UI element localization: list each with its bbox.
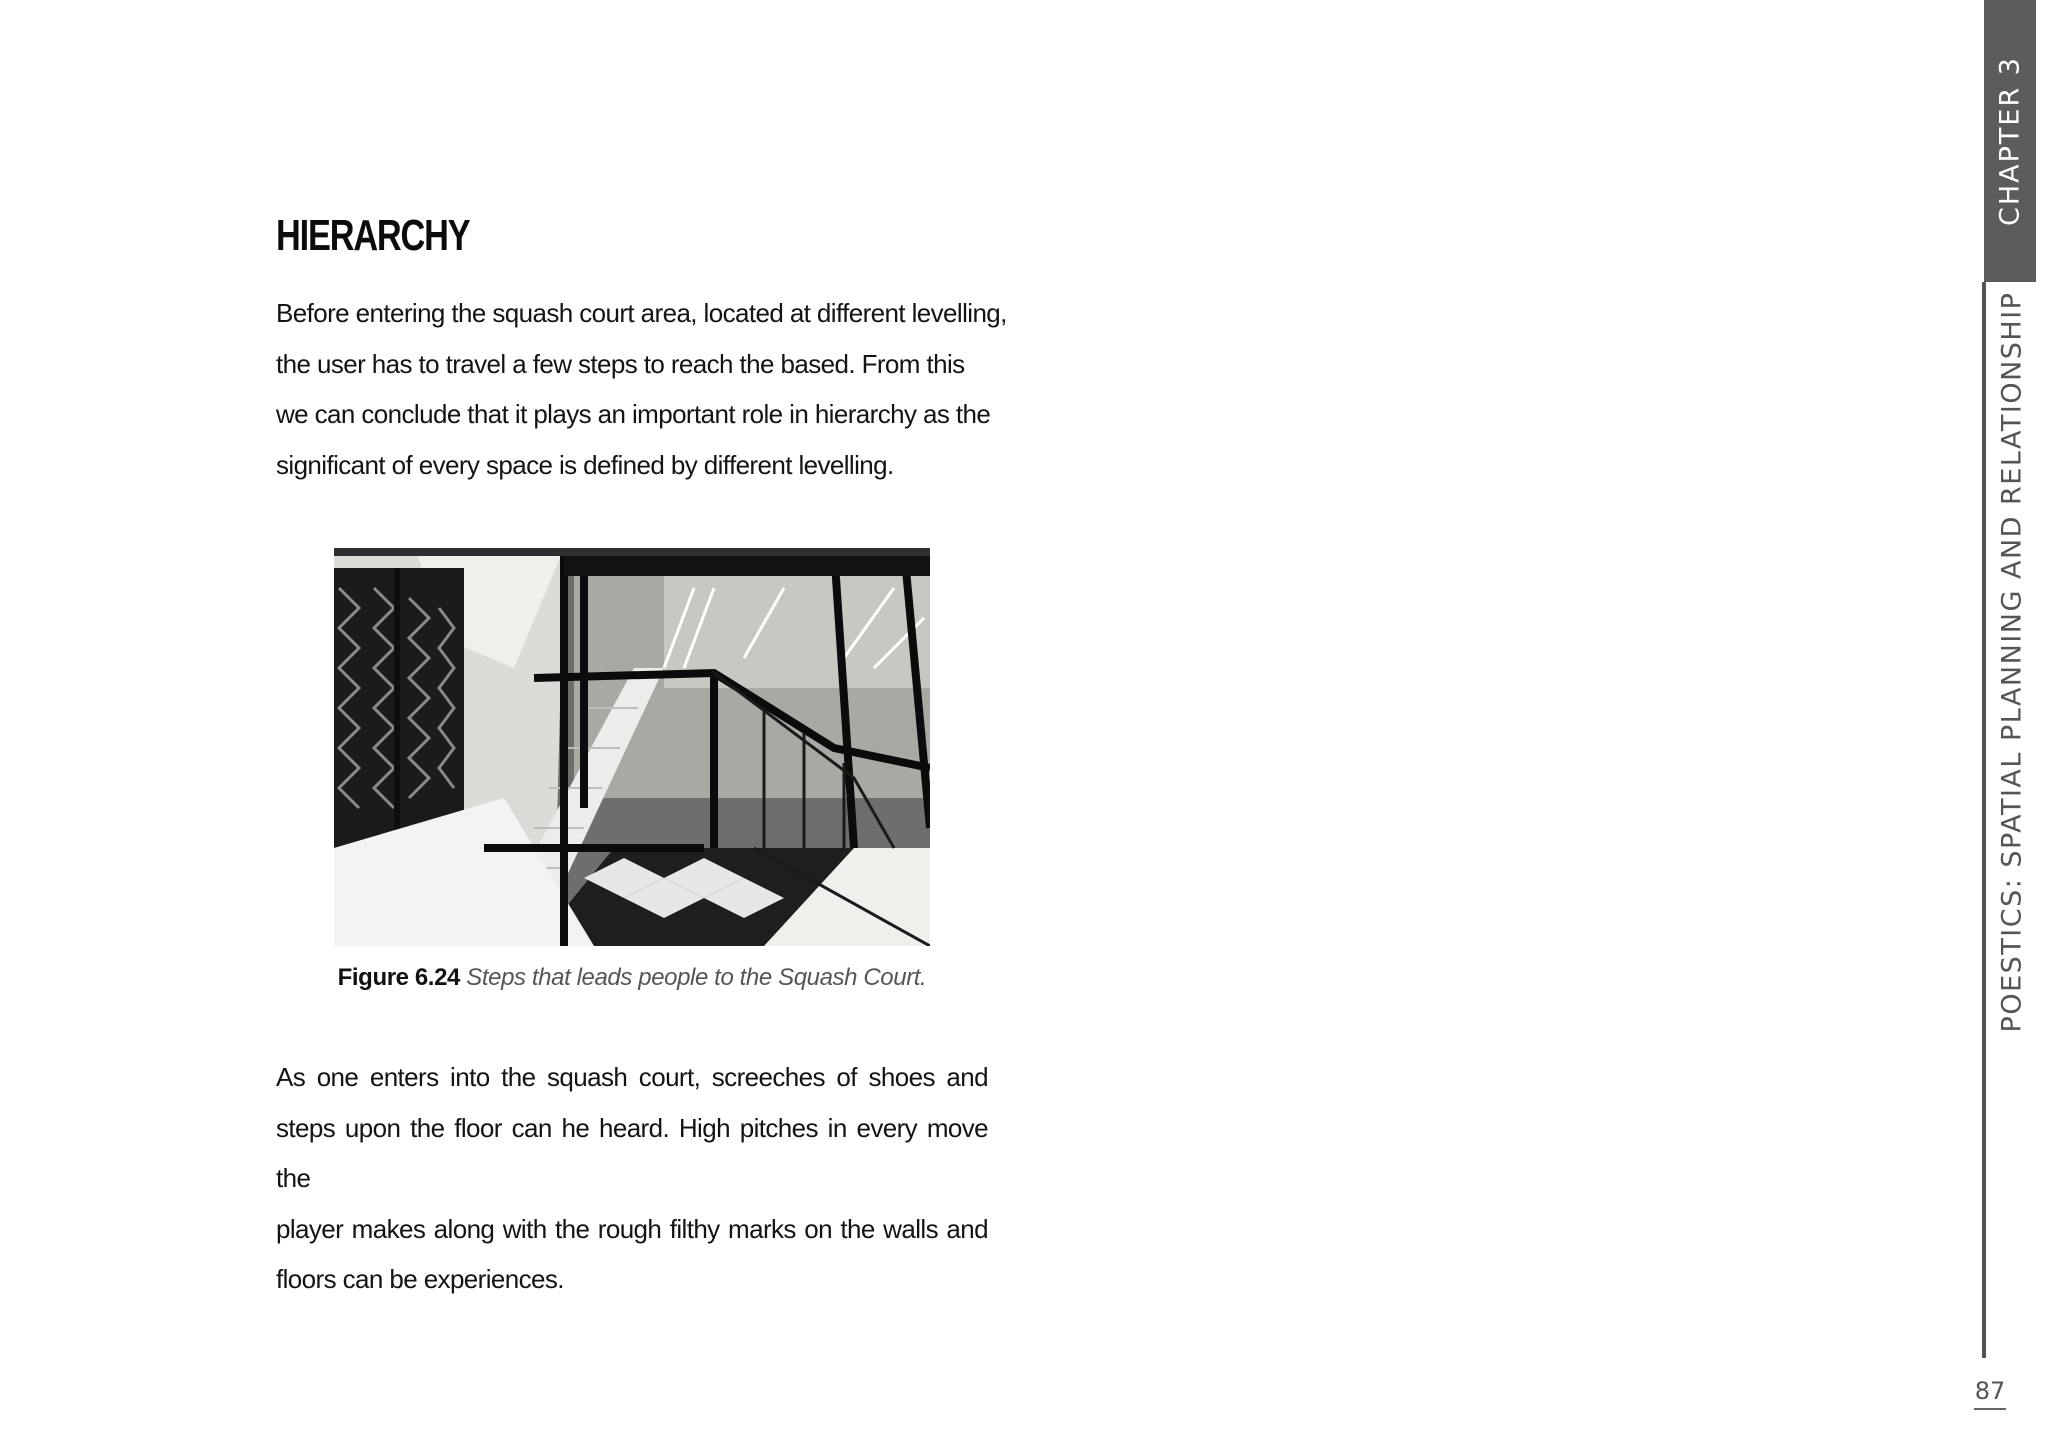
staircase-photo	[334, 548, 930, 946]
intro-paragraph	[276, 288, 1007, 490]
figure-caption	[276, 958, 988, 998]
paragraph-line: the user has to travel a few steps to reach the based. From this	[276, 348, 965, 379]
paragraph-line: player makes along with the rough filthy marks on the walls and	[276, 1213, 988, 1244]
paragraph-line: Before entering the squash court area, located at different levelling,	[276, 298, 1007, 328]
paragraph-line: As one enters into the squash court, screeches of shoes and	[276, 1062, 988, 1092]
chapter-title: POESTICS: SPATIAL PLANNING AND RELATIONSHIP	[1996, 291, 2028, 1033]
section-heading: HIERARCHY	[276, 211, 470, 260]
figure-caption-text: Steps that leads people to the Squash Court.	[466, 964, 927, 991]
paragraph-line: steps upon the floor can he heard. High pitches in every move the	[276, 1112, 988, 1193]
sidebar-divider	[1982, 282, 1986, 1358]
paragraph-line: significant of every space is defined by different levelling.	[276, 449, 894, 480]
chapter-label: CHAPTER 3	[1994, 56, 2026, 226]
body-paragraph	[276, 1052, 988, 1305]
page-number: 87	[1974, 1376, 2006, 1410]
paragraph-line: floors can be experiences.	[276, 1264, 564, 1294]
paragraph-line: we can conclude that it plays an important role in hierarchy as the	[276, 399, 991, 429]
figure-number: Figure 6.24	[337, 964, 460, 991]
